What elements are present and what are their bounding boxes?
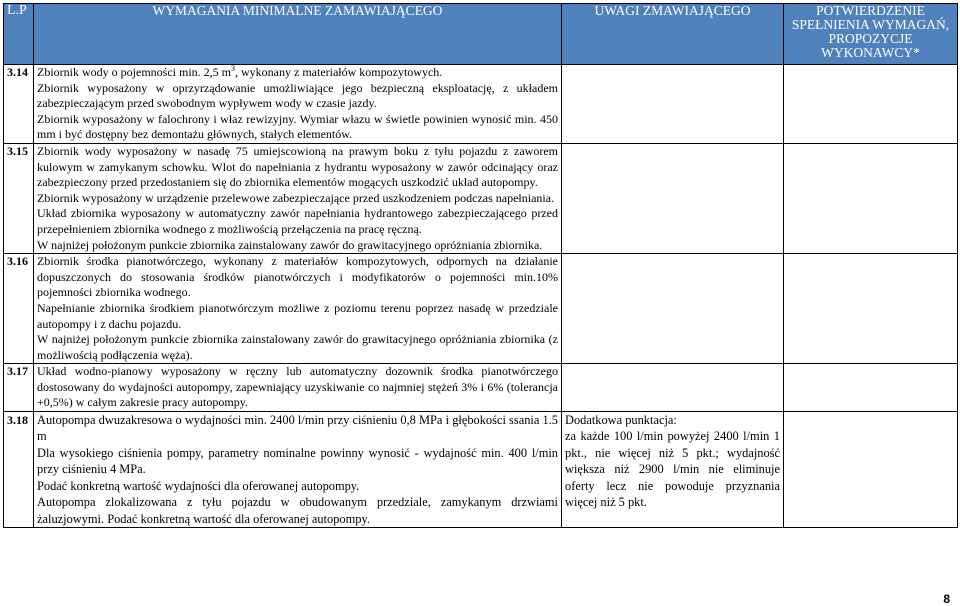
table-row xyxy=(4,412,958,528)
row-number: 3.14 xyxy=(4,65,34,144)
requirement-paragraph: Dla wysokiego ciśnienia pompy, parametry nominalne powinny wynosić - wydajność min. 400 l/min przy ciśnieniu 4 MPa. xyxy=(37,445,558,477)
remarks-text: za każde 100 l/min powyżej 2400 l/min 1 pkt., nie więcej niż 5 pkt.; wydajność większa niż 2900 l/min nie eliminuje oferty lecz nie powoduje przyznania więcej niż 5 pkt. xyxy=(565,429,780,510)
table-row xyxy=(4,254,958,364)
requirement-paragraph: W najniżej położonym punkcie zbiornika zainstalowany zawór do grawitacyjnego opróżniania zbiornika. xyxy=(37,237,543,252)
row-number: 3.15 xyxy=(4,143,34,253)
remarks-cell xyxy=(562,364,784,412)
remarks-cell xyxy=(562,65,784,144)
confirmation-cell[interactable] xyxy=(784,412,958,528)
requirement-text xyxy=(34,254,562,364)
remarks-cell xyxy=(562,254,784,364)
requirement-paragraph: Zbiornik wyposażony w falochrony i właz rewizyjny. Wymiar włazu w świetle powinien wynosić min. 450 mm i być dostępny bez demontażu głównych, stałych elementów. xyxy=(37,111,558,142)
requirement-paragraph: Autopompa zlokalizowana z tyłu pojazdu w obudowanym przedziale, zamykanym drzwiami żaluzjowymi. Podać konkretną wartość dla oferowanej autopompy. xyxy=(37,495,558,526)
requirement-paragraph: Podać konkretną wartość wydajności dla oferowanej autopompy. xyxy=(37,478,360,493)
requirement-text xyxy=(34,364,562,412)
requirement-paragraph: Napełnianie zbiornika środkiem pianotwórczym możliwe z poziomu terenu poprzez nasadę w przedziale autopompy i z dachu pojazdu. xyxy=(37,300,558,331)
text-segment: , wykonany z materiałów kompozytowych. xyxy=(235,65,443,79)
confirmation-cell[interactable] xyxy=(784,65,958,144)
table-row xyxy=(4,65,958,144)
header-confirmation: POTWIERDZENIE SPEŁNIENIA WYMAGAŃ, PROPOZYCJE WYKONAWCY* xyxy=(784,4,958,65)
requirement-text xyxy=(34,143,562,253)
header-lp: L.P xyxy=(4,4,34,65)
requirement-paragraph: Zbiornik środka pianotwórczego, wykonany z materiałów kompozytowych, odpornych na działanie dopuszczonych do stosowania środków pianotwórczych i modyfikatorów o pojemności min.10% pojemności zbiornika wodnego. xyxy=(37,254,558,300)
requirement-paragraph: Autopompa dwuzakresowa o wydajności min. 2400 l/min przy ciśnieniu 0,8 MPa i głębokości ssania 1.5 m xyxy=(37,413,558,444)
requirement-paragraph: Zbiornik wyposażony w urządzenie przelewowe zabezpieczające przed uszkodzeniem podczas napełniania. xyxy=(37,190,555,205)
requirement-text xyxy=(34,412,562,528)
requirement-paragraph: Zbiornik wyposażony w oprzyrządowanie umożliwiające jego bezpieczną eksploatację, z układem zabezpieczającym przed swobodnym wypływem wody w czasie jazdy. xyxy=(37,80,558,111)
remarks-cell xyxy=(562,143,784,253)
requirements-table xyxy=(3,3,958,528)
requirement-paragraph xyxy=(37,65,558,81)
row-number: 3.17 xyxy=(4,364,34,412)
page-number: 8 xyxy=(943,592,950,606)
remarks-heading: Dodatkowa punktacja: xyxy=(565,413,677,428)
table-row xyxy=(4,364,958,412)
table-row xyxy=(4,143,958,253)
confirmation-cell[interactable] xyxy=(784,254,958,364)
text-segment: Zbiornik wody o pojemności min. 2,5 m xyxy=(37,65,231,79)
confirmation-cell[interactable] xyxy=(784,364,958,412)
remarks-cell xyxy=(562,412,784,528)
header-remarks: UWAGI ZMAWIAJĄCEGO xyxy=(562,4,784,65)
requirement-paragraph: Zbiornik wody wyposażony w nasadę 75 umiejscowioną na prawym boku z tyłu pojazdu z zaworem kulowym w zamykanym schowku. Wlot do napełniania z hydrantu wyposażony w zawór odcinający oraz zabezpieczony przed przedostaniem się do zbiornika elementów mogących uszkodzić układ autopompy. xyxy=(37,143,558,190)
table-header-row xyxy=(4,4,958,65)
requirement-paragraph: W najniżej położonym punkcie zbiornika zainstalowany zawór do grawitacyjnego opróżniania zbiornika (z możliwością podłączenia węża). xyxy=(37,332,558,362)
requirement-paragraph: Układ wodno-pianowy wyposażony w ręczny lub automatyczny dozownik środka pianotwórczego dostosowany do wydajności autopompy, zapewniający uzyskiwanie co najmniej stężeń 3% i 6% (tolerancja +0,5%) w całym zakresie pracy autopompy. xyxy=(37,364,558,410)
superscript: 3 xyxy=(231,64,235,73)
header-requirements: WYMAGANIA MINIMALNE ZAMAWIAJĄCEGO xyxy=(34,4,562,65)
requirement-text xyxy=(34,65,562,144)
confirmation-cell[interactable] xyxy=(784,143,958,253)
row-number: 3.18 xyxy=(4,412,34,528)
requirement-paragraph: Układ zbiornika wyposażony w automatyczny zawór napełniania hydrantowego zabezpieczającego przed przepełnieniem zbiornika wodnego z możliwością przełączenia na pracę ręczną. xyxy=(37,206,558,236)
row-number: 3.16 xyxy=(4,254,34,364)
